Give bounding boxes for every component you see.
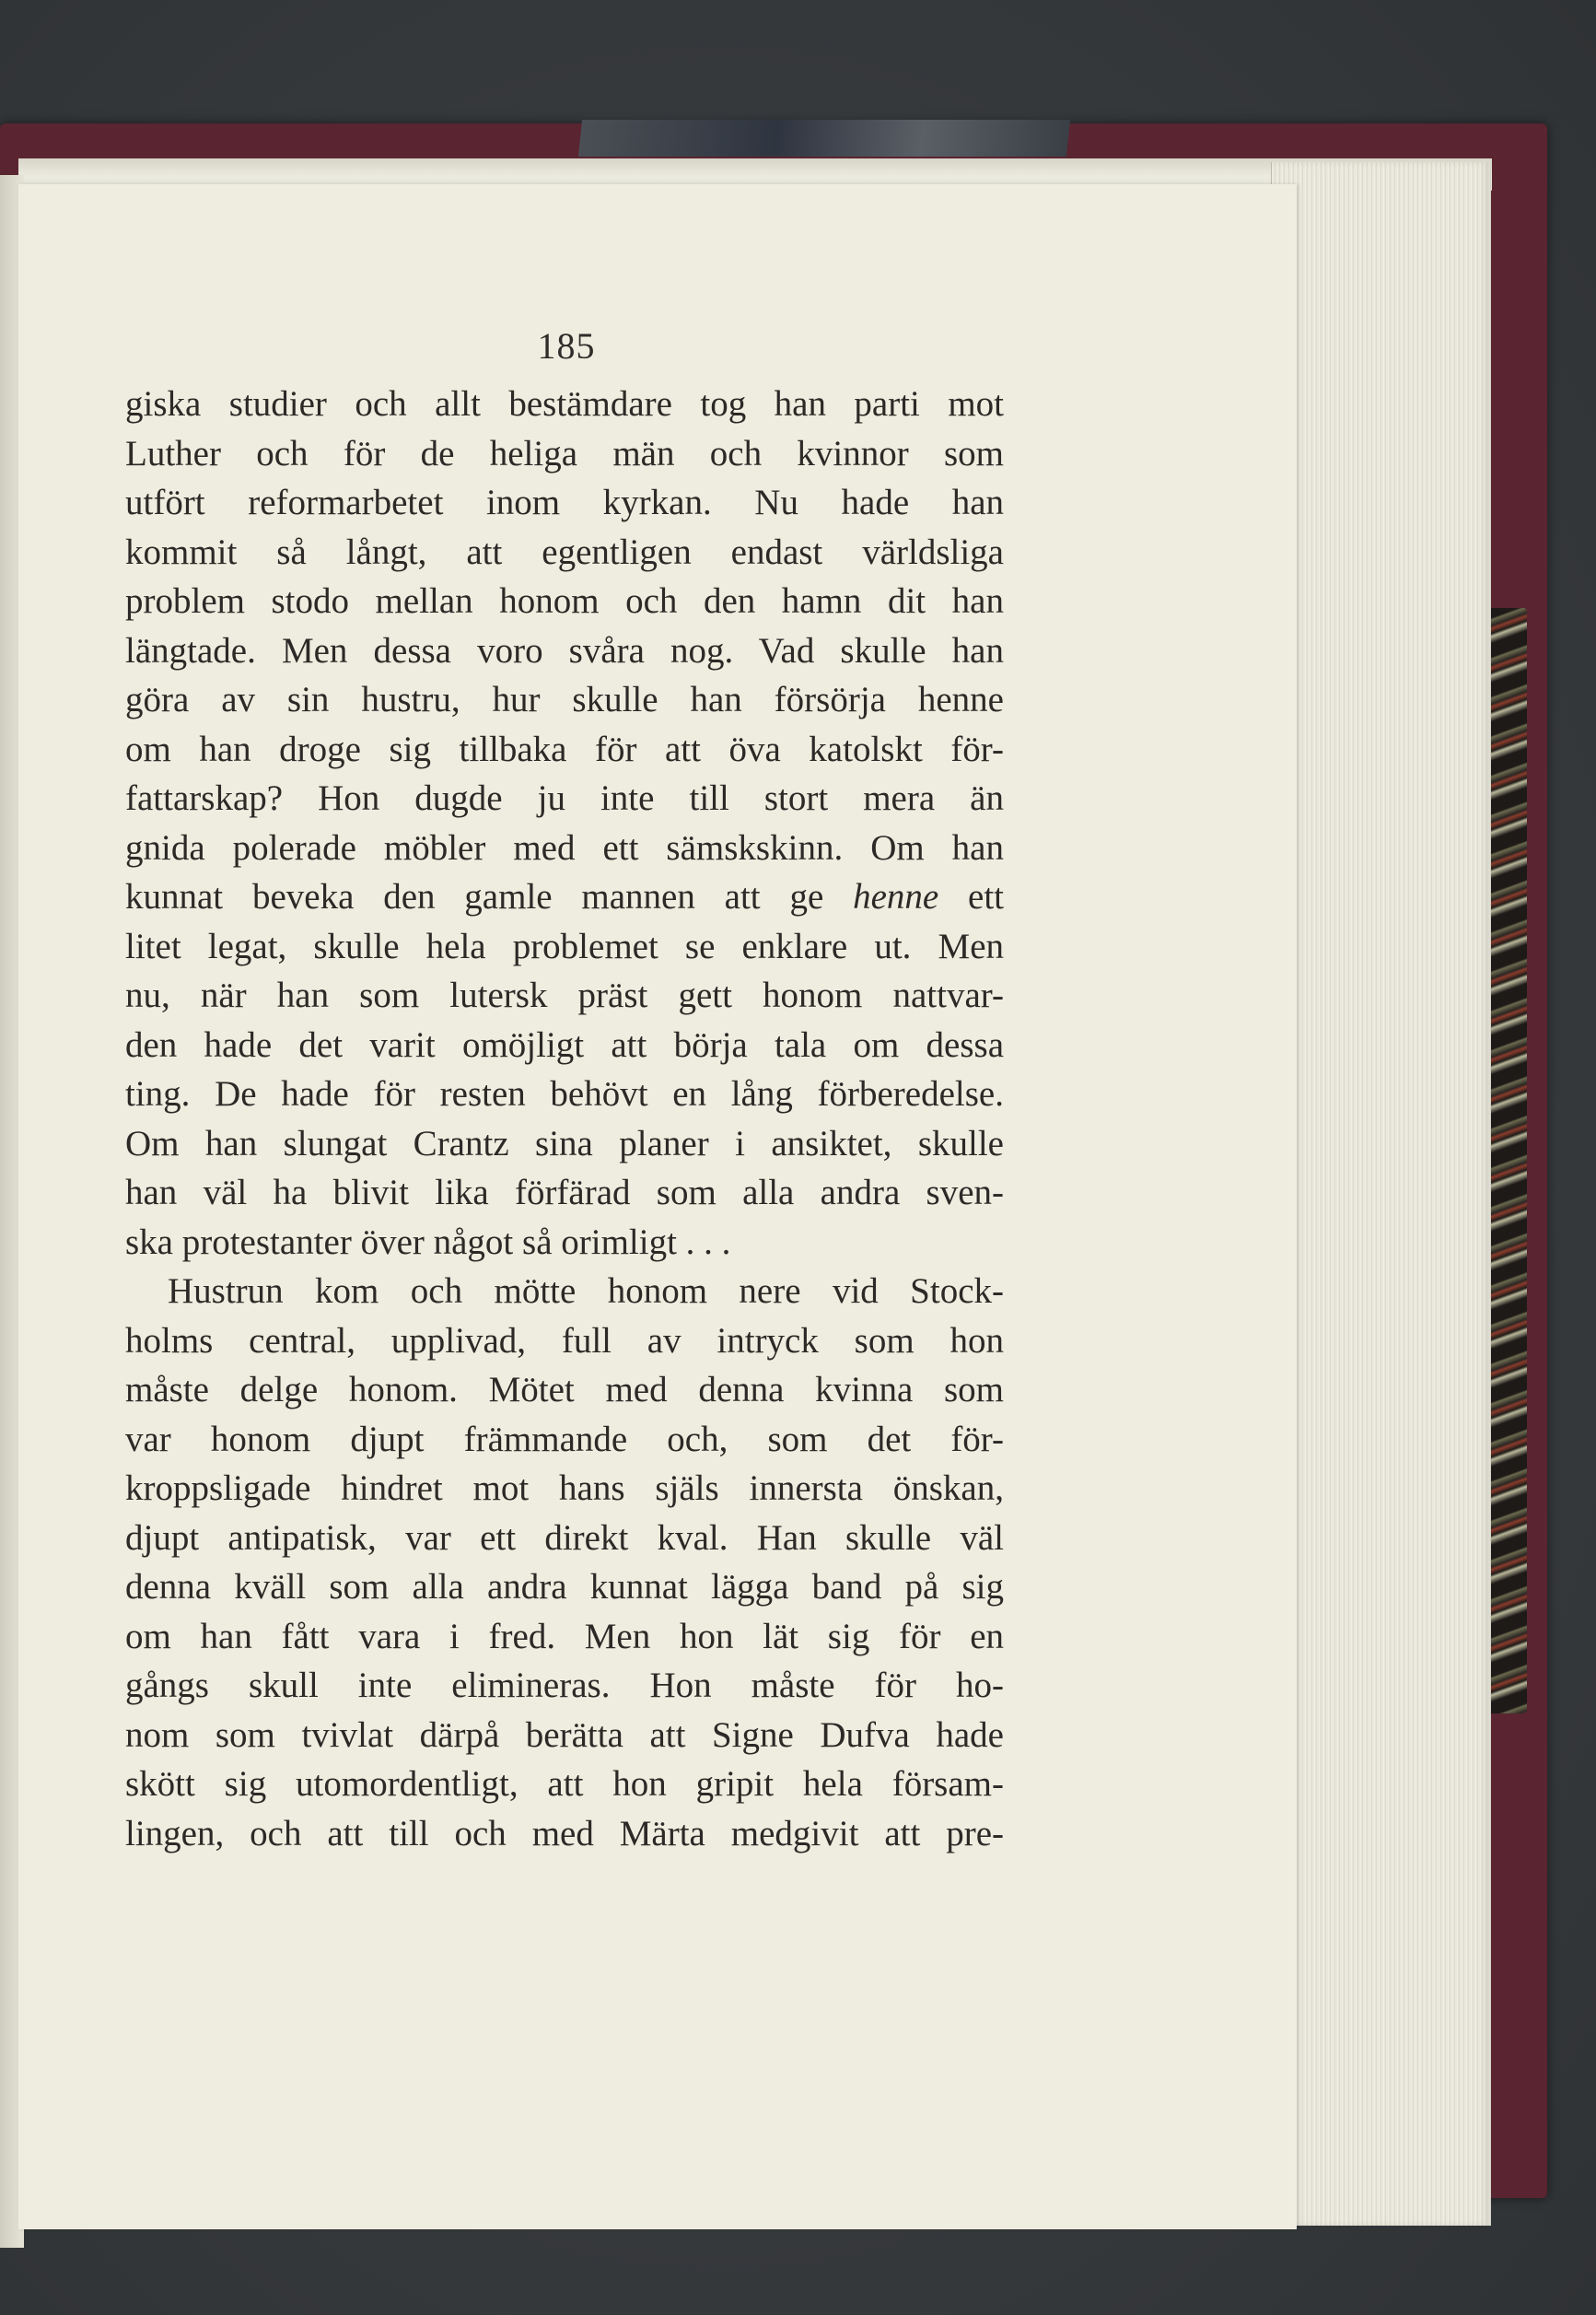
text-line: denna kväll som alla andra kunnat lägga band på sig	[125, 1567, 1004, 1607]
text-line: giska studier och allt bestämdare tog han parti mot	[125, 384, 1004, 424]
text-line: nu, när han som lutersk präst gett honom nattvar-	[125, 976, 1004, 1015]
page-number: 185	[537, 325, 596, 367]
text-line: lingen, och att till och med Märta medgivit att pre-	[125, 1813, 1004, 1853]
text-line: nom som tvivlat därpå berätta att Signe Dufva hade	[125, 1714, 1004, 1755]
text-line: ting. De hade för resten behövt en lång förberedelse.	[125, 1074, 1004, 1114]
text-line: gnida polerade möbler med ett sämskskinn. Om han	[125, 827, 1004, 868]
text-line: kommit så långt, att egentligen endast världsliga	[125, 532, 1004, 572]
text-line: utfört reformarbetet inom kyrkan. Nu hade han	[125, 483, 1004, 522]
text-line: måste delge honom. Mötet med denna kvinna som	[125, 1370, 1004, 1409]
text-line: problem stodo mellan honom och den hamn dit han	[125, 581, 1004, 621]
text-line: Luther och för de heliga män och kvinnor som	[125, 433, 1004, 474]
text-line: ska protestanter över något så orimligt . . .	[125, 1222, 731, 1262]
text-line: djupt antipatisk, var ett direkt kval. Han skulle väl	[125, 1517, 1004, 1558]
text-line: göra av sin hustru, hur skulle han försörja henne	[125, 680, 1004, 719]
text-segment: kunnat beveka den gamle mannen att ge	[125, 877, 854, 917]
cover-headband	[578, 120, 1070, 157]
page-block-edges	[1271, 162, 1491, 2226]
text-line: holms central, upplivad, full av intryck som hon	[125, 1320, 1004, 1361]
text-line: om han droge sig tillbaka för att öva katolskt för-	[125, 729, 1004, 769]
text-line: den hade det varit omöjligt att börja tala om dessa	[125, 1024, 1004, 1065]
text-line-with-emphasis	[125, 872, 1004, 922]
text-line: skött sig utomordentligt, att hon gripit hela försam-	[125, 1764, 1004, 1804]
emphasized-word: henne	[853, 877, 939, 917]
body-text	[125, 380, 1004, 1858]
text-line: Om han slungat Crantz sina planer i ansiktet, skulle	[125, 1123, 1004, 1163]
text-line: gångs skull inte elimineras. Hon måste för ho-	[125, 1666, 1004, 1705]
text-line: litet legat, skulle hela problemet se enklare ut. Men	[125, 926, 1004, 966]
text-line: längtade. Men dessa voro svåra nog. Vad skulle han	[125, 630, 1004, 671]
text-line: fattarskap? Hon dugde ju inte till stort mera än	[125, 778, 1004, 818]
text-line: om han fått vara i fred. Men hon lät sig för en	[125, 1616, 1004, 1656]
text-line: han väl ha blivit lika förfärad som alla andra sven-	[125, 1173, 1004, 1212]
text-segment: ett	[938, 877, 1004, 917]
text-line: kroppsligade hindret mot hans själs innersta önskan,	[125, 1468, 1004, 1508]
paragraph-start-line: Hustrun kom och mötte honom nere vid Stock-	[168, 1271, 1004, 1311]
text-line: var honom djupt främmande och, som det för-	[125, 1419, 1004, 1459]
